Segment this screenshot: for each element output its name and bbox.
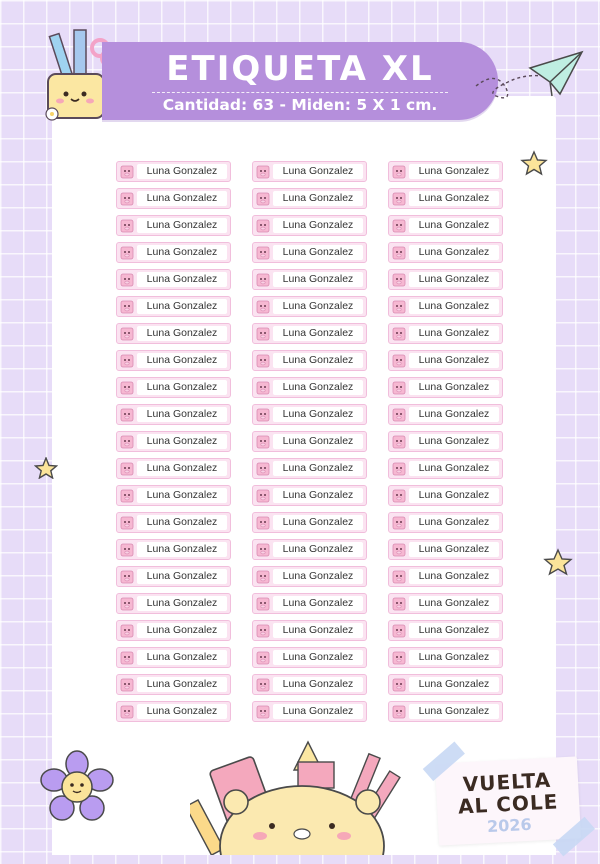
label-name-text: Luna Gonzalez [137,461,227,476]
name-label [252,593,367,614]
school-supplies-mascot-icon [190,740,416,855]
pig-icon [256,408,270,422]
back-to-school-badge [435,756,581,845]
name-label [116,296,231,317]
pig-icon [256,327,270,341]
name-label [116,215,231,236]
name-label [252,323,367,344]
name-label [388,431,503,452]
name-label [388,566,503,587]
label-name-text: Luna Gonzalez [137,569,227,584]
pig-icon [120,705,134,719]
label-grid [116,161,503,723]
name-label [252,485,367,506]
pig-icon [392,516,406,530]
pig-icon [120,408,134,422]
pig-icon [392,570,406,584]
name-label [388,296,503,317]
pig-icon [256,705,270,719]
pig-icon [392,165,406,179]
flower-icon [36,748,118,826]
name-label [116,188,231,209]
name-label [116,539,231,560]
pig-icon [256,678,270,692]
star-icon [34,457,58,479]
name-label [116,593,231,614]
pig-icon [256,300,270,314]
name-label [252,242,367,263]
name-label [388,404,503,425]
label-name-text: Luna Gonzalez [273,434,363,449]
name-label [252,296,367,317]
name-label [116,404,231,425]
star-icon [543,548,573,576]
label-name-text: Luna Gonzalez [137,515,227,530]
label-name-text: Luna Gonzalez [409,596,499,611]
pig-icon [392,624,406,638]
badge-line-1: VUELTA [462,767,552,797]
paper-plane-icon [472,46,588,108]
pig-icon [256,246,270,260]
label-name-text: Luna Gonzalez [409,569,499,584]
name-label [116,647,231,668]
pig-icon [256,651,270,665]
label-name-text: Luna Gonzalez [273,272,363,287]
pig-icon [120,462,134,476]
pig-icon [256,273,270,287]
pig-icon [392,543,406,557]
name-label [116,161,231,182]
label-name-text: Luna Gonzalez [409,164,499,179]
label-name-text: Luna Gonzalez [273,407,363,422]
name-label [252,620,367,641]
label-name-text: Luna Gonzalez [409,272,499,287]
pig-icon [256,462,270,476]
label-name-text: Luna Gonzalez [137,623,227,638]
name-label [388,593,503,614]
banner-divider [152,92,448,93]
pig-icon [120,678,134,692]
label-name-text: Luna Gonzalez [137,299,227,314]
name-label [116,566,231,587]
label-name-text: Luna Gonzalez [273,515,363,530]
pig-icon [392,705,406,719]
name-label [252,674,367,695]
label-name-text: Luna Gonzalez [409,542,499,557]
label-name-text: Luna Gonzalez [409,380,499,395]
badge-line-2: AL COLE [457,789,559,819]
name-label [388,161,503,182]
pig-icon [120,570,134,584]
name-label [388,701,503,722]
pig-icon [120,516,134,530]
name-label [116,458,231,479]
label-name-text: Luna Gonzalez [137,380,227,395]
label-name-text: Luna Gonzalez [137,353,227,368]
pig-icon [120,624,134,638]
label-name-text: Luna Gonzalez [137,677,227,692]
pig-icon [256,354,270,368]
label-name-text: Luna Gonzalez [409,407,499,422]
label-name-text: Luna Gonzalez [409,461,499,476]
pig-icon [392,381,406,395]
pig-icon [392,408,406,422]
label-name-text: Luna Gonzalez [137,191,227,206]
label-name-text: Luna Gonzalez [273,164,363,179]
label-name-text: Luna Gonzalez [137,164,227,179]
pig-icon [392,273,406,287]
name-label [252,269,367,290]
name-label [388,377,503,398]
label-name-text: Luna Gonzalez [273,488,363,503]
pig-icon [392,597,406,611]
label-name-text: Luna Gonzalez [137,272,227,287]
name-label [252,539,367,560]
pig-icon [392,192,406,206]
name-label [388,269,503,290]
label-name-text: Luna Gonzalez [409,488,499,503]
star-icon [520,150,548,176]
name-label [252,512,367,533]
label-name-text: Luna Gonzalez [137,218,227,233]
name-label [116,701,231,722]
pig-icon [256,219,270,233]
pig-icon [256,381,270,395]
label-name-text: Luna Gonzalez [273,569,363,584]
label-name-text: Luna Gonzalez [137,704,227,719]
label-name-text: Luna Gonzalez [273,461,363,476]
label-name-text: Luna Gonzalez [409,326,499,341]
name-label [252,215,367,236]
label-name-text: Luna Gonzalez [409,299,499,314]
label-name-text: Luna Gonzalez [409,677,499,692]
badge-year: 2026 [486,814,533,837]
name-label [388,620,503,641]
pig-icon [392,462,406,476]
label-name-text: Luna Gonzalez [409,704,499,719]
name-label [252,458,367,479]
label-name-text: Luna Gonzalez [273,596,363,611]
pig-icon [120,543,134,557]
name-label [388,674,503,695]
pig-icon [120,327,134,341]
pig-icon [256,192,270,206]
pig-icon [120,246,134,260]
label-name-text: Luna Gonzalez [137,596,227,611]
pig-icon [120,651,134,665]
pig-icon [256,165,270,179]
label-name-text: Luna Gonzalez [409,191,499,206]
label-name-text: Luna Gonzalez [409,434,499,449]
name-label [116,323,231,344]
pig-icon [256,435,270,449]
pig-icon [120,192,134,206]
label-name-text: Luna Gonzalez [137,434,227,449]
pig-icon [392,435,406,449]
label-name-text: Luna Gonzalez [273,677,363,692]
pig-icon [120,489,134,503]
name-label [388,323,503,344]
pig-icon [392,651,406,665]
name-label [388,350,503,371]
pig-icon [392,354,406,368]
name-label [252,350,367,371]
pig-icon [120,165,134,179]
name-label [116,512,231,533]
pig-icon [256,624,270,638]
name-label [116,485,231,506]
label-name-text: Luna Gonzalez [273,191,363,206]
name-label [252,377,367,398]
label-name-text: Luna Gonzalez [409,650,499,665]
name-label [388,539,503,560]
label-name-text: Luna Gonzalez [273,542,363,557]
label-name-text: Luna Gonzalez [409,515,499,530]
pig-icon [392,219,406,233]
label-name-text: Luna Gonzalez [137,650,227,665]
pig-icon [120,435,134,449]
name-label [252,431,367,452]
name-label [252,161,367,182]
name-label [252,566,367,587]
name-label [388,188,503,209]
label-name-text: Luna Gonzalez [137,407,227,422]
label-name-text: Luna Gonzalez [273,353,363,368]
name-label [388,647,503,668]
pig-icon [392,678,406,692]
label-name-text: Luna Gonzalez [409,245,499,260]
pig-icon [120,354,134,368]
pig-icon [256,516,270,530]
label-name-text: Luna Gonzalez [137,326,227,341]
label-name-text: Luna Gonzalez [409,623,499,638]
pig-icon [120,300,134,314]
name-label [252,647,367,668]
name-label [388,485,503,506]
pig-icon [256,489,270,503]
page-title: ETIQUETA XL [166,49,434,89]
name-label [116,269,231,290]
label-name-text: Luna Gonzalez [409,353,499,368]
pig-icon [392,327,406,341]
name-label [116,350,231,371]
label-name-text: Luna Gonzalez [273,704,363,719]
label-name-text: Luna Gonzalez [273,623,363,638]
pig-icon [120,273,134,287]
name-label [388,215,503,236]
label-name-text: Luna Gonzalez [273,380,363,395]
pig-icon [392,246,406,260]
name-label [116,431,231,452]
name-label [388,512,503,533]
pig-icon [256,570,270,584]
label-name-text: Luna Gonzalez [137,488,227,503]
name-label [388,458,503,479]
pig-icon [120,597,134,611]
label-name-text: Luna Gonzalez [273,326,363,341]
pig-icon [392,489,406,503]
name-label [252,404,367,425]
pig-icon [120,219,134,233]
name-label [252,188,367,209]
label-name-text: Luna Gonzalez [273,650,363,665]
label-name-text: Luna Gonzalez [273,299,363,314]
name-label [116,620,231,641]
pig-icon [120,381,134,395]
name-label [388,242,503,263]
pig-icon [256,597,270,611]
name-label [116,674,231,695]
name-label [116,242,231,263]
title-banner [102,42,498,120]
label-name-text: Luna Gonzalez [137,542,227,557]
pig-icon [392,300,406,314]
name-label [252,701,367,722]
page-subtitle: Cantidad: 63 - Miden: 5 X 1 cm. [162,96,438,114]
label-name-text: Luna Gonzalez [273,218,363,233]
pig-icon [256,543,270,557]
label-name-text: Luna Gonzalez [273,245,363,260]
name-label [116,377,231,398]
label-name-text: Luna Gonzalez [137,245,227,260]
label-name-text: Luna Gonzalez [409,218,499,233]
